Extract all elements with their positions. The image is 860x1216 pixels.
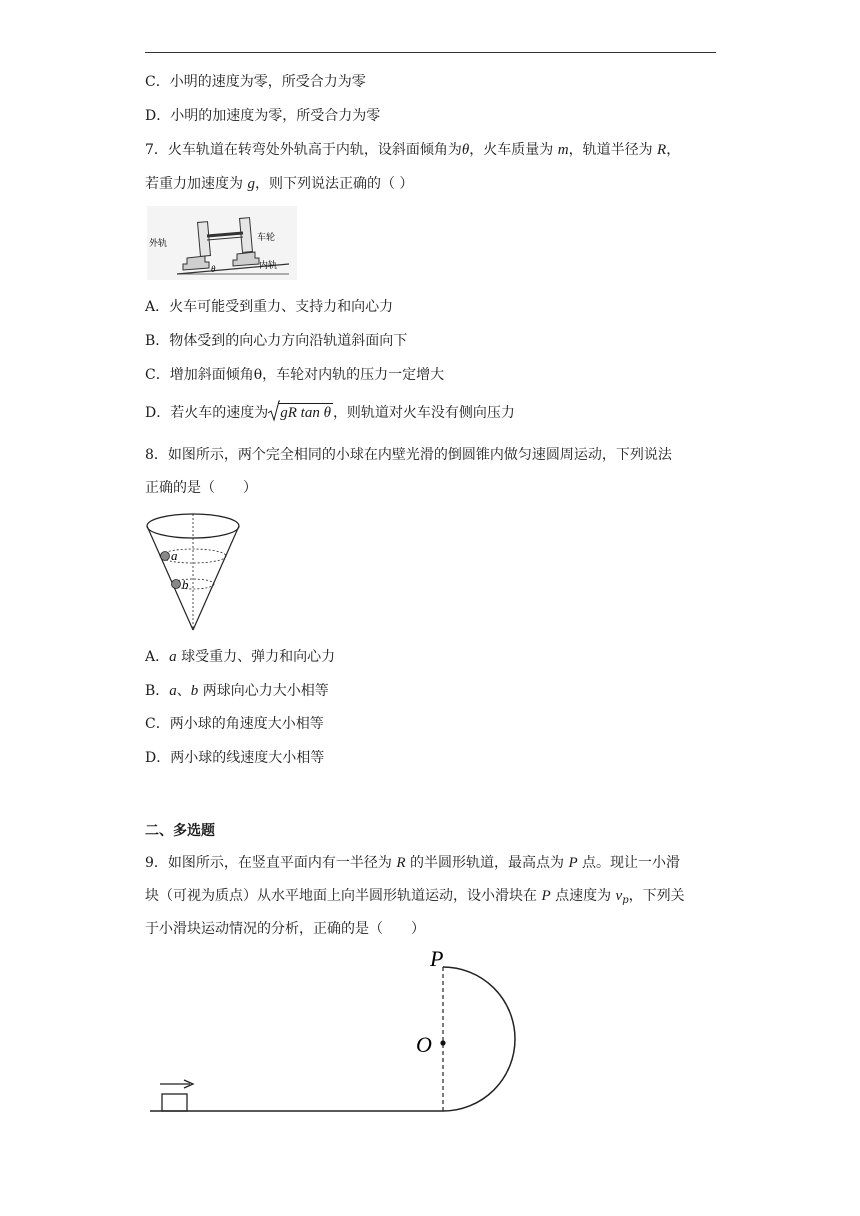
q7-stem-line1 (145, 140, 680, 160)
q7-stem-line2 (145, 174, 413, 194)
point-p-label: P (430, 946, 444, 971)
ball-a-symbol: a (169, 683, 177, 699)
q8-stem-line2: 正确的是（ ） (145, 480, 257, 496)
section-title: 二、多选题 (145, 823, 215, 839)
q7-stem-text: ， (666, 142, 681, 158)
point-p-symbol: P (541, 888, 551, 904)
ball-a-icon (161, 552, 170, 561)
q6-option-d: D．小明的加速度为零，所受合力为零 (145, 108, 381, 124)
q8-option-b-text: 、 (176, 683, 191, 699)
q7-stem-text: ，轨道半径为 (568, 142, 658, 158)
wheel-label: 车轮 (257, 232, 276, 242)
q7-option-b: B．物体受到的向心力方向沿轨道斜面向下 (145, 333, 408, 349)
q9-stem-text: 点。现让一小滑 (577, 855, 681, 871)
q7-option-c: C．增加斜面倾角θ，车轮对内轨的压力一定增大 (145, 367, 445, 383)
q8-option-b-text: B． (145, 683, 170, 699)
q7-stem-text: 若重力加速度为 (145, 176, 248, 192)
velocity-subscript: p (622, 895, 629, 906)
gravity-symbol: g (247, 176, 255, 192)
velocity-symbol: v (615, 888, 623, 904)
angle-label: θ (211, 264, 216, 274)
q7-option-d (145, 403, 515, 423)
q8-option-b-text: 两球向心力大小相等 (198, 683, 329, 699)
radius-symbol: R (657, 142, 667, 158)
q7-track-figure (147, 206, 297, 280)
ball-a-symbol: a (169, 649, 177, 665)
sqrt-formula (268, 403, 333, 423)
q7-option-a: A．火车可能受到重力、支持力和向心力 (145, 299, 394, 315)
header-rule (145, 52, 716, 53)
mass-symbol: m (557, 142, 569, 158)
q9-stem-text: 9．如图所示，在竖直平面内有一半径为 (145, 855, 397, 871)
ball-b-symbol: b (190, 683, 199, 699)
q6-option-c: C．小明的速度为零，所受合力为零 (145, 74, 366, 90)
q8-option-d: D．两小球的线速度大小相等 (145, 750, 325, 766)
q9-stem-line1 (145, 853, 680, 873)
q8-stem-line1: 8．如图所示，两个完全相同的小球在内壁光滑的倒圆锥内做匀速圆周运动，下列说法 (145, 447, 672, 463)
q7-option-d-text: D．若火车的速度为 (145, 405, 269, 421)
q8-option-b (145, 681, 329, 701)
inner-rail-label: 内轨 (259, 260, 278, 270)
q8-cone-figure (142, 510, 252, 636)
ball-b-icon (172, 580, 181, 589)
q9-stem-text: ，下列关 (628, 888, 685, 904)
q9-stem-line3: 于小滑块运动情况的分析，正确的是（ ） (145, 921, 425, 937)
q7-stem-text: ，则下列说法正确的（ ） (254, 176, 414, 192)
q7-stem-text: ，火车质量为 (469, 142, 558, 158)
point-p-symbol: P (568, 855, 578, 871)
ball-b-label: b (182, 577, 189, 592)
q8-option-a (145, 647, 335, 667)
q8-option-a-text: 球受重力、弹力和向心力 (176, 649, 336, 665)
q9-stem-text: 点速度为 (550, 888, 616, 904)
radius-symbol: R (396, 855, 406, 871)
q7-stem-text: 7．火车轨道在转弯处外轨高于内轨，设斜面倾角为 (145, 142, 462, 158)
q9-track-figure (140, 944, 530, 1124)
ball-a-label: a (171, 548, 178, 563)
radical-sign-icon (268, 400, 280, 422)
theta-symbol: θ (461, 142, 470, 158)
q8-option-a-text: A． (145, 649, 170, 665)
slider-block-icon (162, 1094, 187, 1111)
center-o-label: O (416, 1032, 432, 1057)
q9-stem-line2 (145, 886, 685, 911)
formula-text: gR tan θ (280, 405, 331, 421)
q8-option-c: C．两小球的角速度大小相等 (145, 716, 324, 732)
q9-stem-text: 块（可视为质点）从水平地面上向半圆形轨道运动，设小滑块在 (145, 888, 542, 904)
outer-rail-label: 外轨 (149, 238, 168, 248)
center-point-icon (440, 1040, 445, 1045)
q7-option-d-text: ，则轨道对火车没有侧向压力 (332, 405, 515, 421)
q9-stem-text: 的半圆形轨道，最高点为 (405, 855, 569, 871)
